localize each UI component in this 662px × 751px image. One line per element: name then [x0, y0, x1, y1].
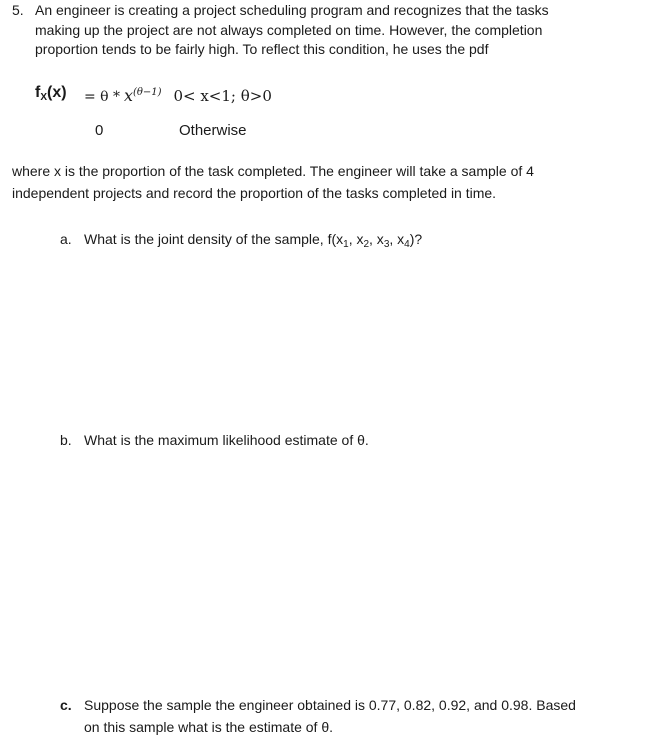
question-c-label: c.	[60, 697, 72, 713]
pdf-lhs	[35, 84, 67, 103]
question-b-text: What is the maximum likelihood estimate of θ.	[84, 432, 369, 448]
pdf-equals-theta: = θ *	[84, 89, 121, 105]
question-a-sub3: 3	[383, 239, 390, 250]
intro-line-2: making up the project are not always completed on time. However, the completion	[35, 22, 543, 38]
question-a-sub1: 1	[343, 239, 349, 250]
question-a-post: )?	[409, 231, 423, 247]
question-a-comma1: , x	[348, 231, 364, 247]
pdf-subscript: X	[40, 92, 47, 103]
question-a-pre: What is the joint density of the sample, f(x	[84, 231, 344, 247]
description-line-2: independent projects and record the proportion of the tasks completed in time.	[12, 185, 497, 201]
question-c-line-2: on this sample what is the estimate of θ.	[84, 719, 334, 735]
question-a-comma2: , x	[369, 231, 384, 247]
description-line-1: where x is the proportion of the task completed. The engineer will take a sample of 4	[12, 163, 534, 179]
question-b-label: b.	[60, 432, 72, 448]
pdf-x: x	[123, 86, 133, 105]
pdf-otherwise: Otherwise	[179, 122, 247, 139]
question-c-line-1: Suppose the sample the engineer obtained is 0.77, 0.82, 0.92, and 0.98. Based	[84, 697, 576, 713]
pdf-zero: 0	[95, 122, 104, 139]
question-a-sub4: 4	[404, 239, 410, 250]
intro-line-3: proportion tends to be fairly high. To reflect this condition, he uses the pdf	[35, 41, 489, 57]
question-a-label: a.	[60, 231, 72, 247]
pdf-f: f	[35, 84, 41, 101]
pdf-rhs	[84, 86, 272, 105]
pdf-exponent: (θ−1)	[132, 87, 162, 98]
question-a-comma3: , x	[389, 231, 405, 247]
pdf-arg: (x)	[47, 84, 67, 101]
pdf-condition: 0< x<1; θ>0	[173, 87, 272, 105]
question-a-sub2: 2	[363, 239, 370, 250]
question-a-text	[84, 229, 422, 255]
problem-number: 5.	[12, 2, 24, 18]
intro-line-1: An engineer is creating a project scheduling program and recognizes that the tasks	[35, 2, 549, 18]
